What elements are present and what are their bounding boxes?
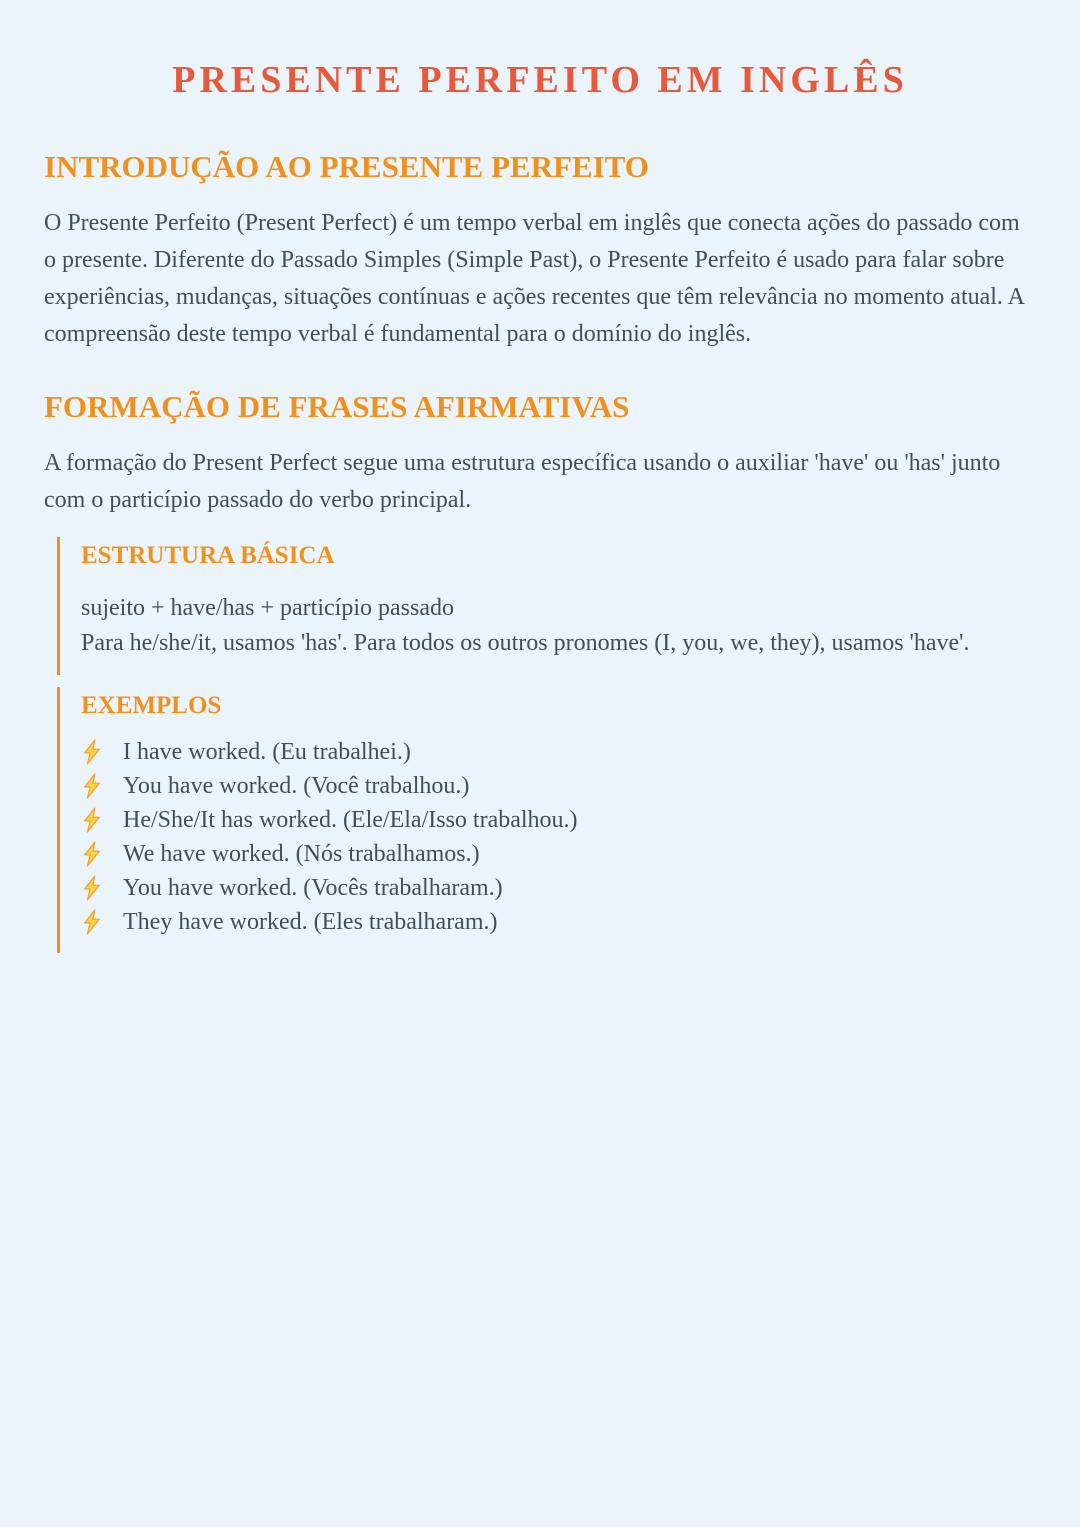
callout-heading-estrutura: ESTRUTURA BÁSICA bbox=[81, 541, 335, 569]
lightning-bolt-icon bbox=[81, 773, 103, 799]
example-text: You have worked. (Você trabalhou.) bbox=[123, 772, 470, 799]
example-item bbox=[81, 803, 1036, 837]
introducao-paragraph: O Presente Perfeito (Present Perfect) é um tempo verbal em inglês que conecta ações do passado com o presente. Diferente do Passado Simples (Simple Past), o Presente Perfeito é usado para falar sobre experiências, mudanças, situações contínuas e ações recentes que têm relevância no momento atual. A compreensão deste tempo verbal é fundamental para o domínio do inglês. bbox=[44, 209, 1024, 347]
estrutura-formula: sujeito + have/has + particípio passado bbox=[81, 594, 454, 621]
callout-estrutura-basica bbox=[57, 537, 1036, 675]
formacao-paragraph: A formação do Present Perfect segue uma estrutura específica usando o auxiliar 'have' ou 'has' junto com o particípio passado do verbo principal. bbox=[44, 449, 1001, 513]
example-list bbox=[81, 735, 1036, 939]
example-text: They have worked. (Eles trabalharam.) bbox=[123, 908, 498, 935]
page-title: PRESENTE PERFEITO EM INGLÊS bbox=[172, 59, 908, 101]
lightning-bolt-icon bbox=[81, 739, 103, 765]
example-item bbox=[81, 735, 1036, 769]
lightning-bolt-icon bbox=[81, 841, 103, 867]
section-heading-introducao: INTRODUÇÃO AO PRESENTE PERFEITO bbox=[44, 148, 649, 184]
callout-heading-exemplos: EXEMPLOS bbox=[81, 691, 222, 719]
estrutura-note: Para he/she/it, usamos 'has'. Para todos os outros pronomes (I, you, we, they), usamos 'have'. bbox=[81, 629, 970, 656]
callout-exemplos bbox=[57, 687, 1036, 953]
section-heading-formacao: FORMAÇÃO DE FRASES AFIRMATIVAS bbox=[44, 388, 630, 424]
example-text: We have worked. (Nós trabalhamos.) bbox=[123, 840, 480, 867]
example-text: I have worked. (Eu trabalhei.) bbox=[123, 738, 411, 765]
example-item bbox=[81, 769, 1036, 803]
section-formacao bbox=[44, 388, 1036, 953]
example-text: You have worked. (Vocês trabalharam.) bbox=[123, 874, 503, 901]
lightning-bolt-icon bbox=[81, 909, 103, 935]
example-item bbox=[81, 871, 1036, 905]
example-text: He/She/It has worked. (Ele/Ela/Isso trabalhou.) bbox=[123, 806, 578, 833]
section-introducao bbox=[44, 148, 1036, 353]
example-item bbox=[81, 837, 1036, 871]
example-item bbox=[81, 905, 1036, 939]
lightning-bolt-icon bbox=[81, 807, 103, 833]
lightning-bolt-icon bbox=[81, 875, 103, 901]
